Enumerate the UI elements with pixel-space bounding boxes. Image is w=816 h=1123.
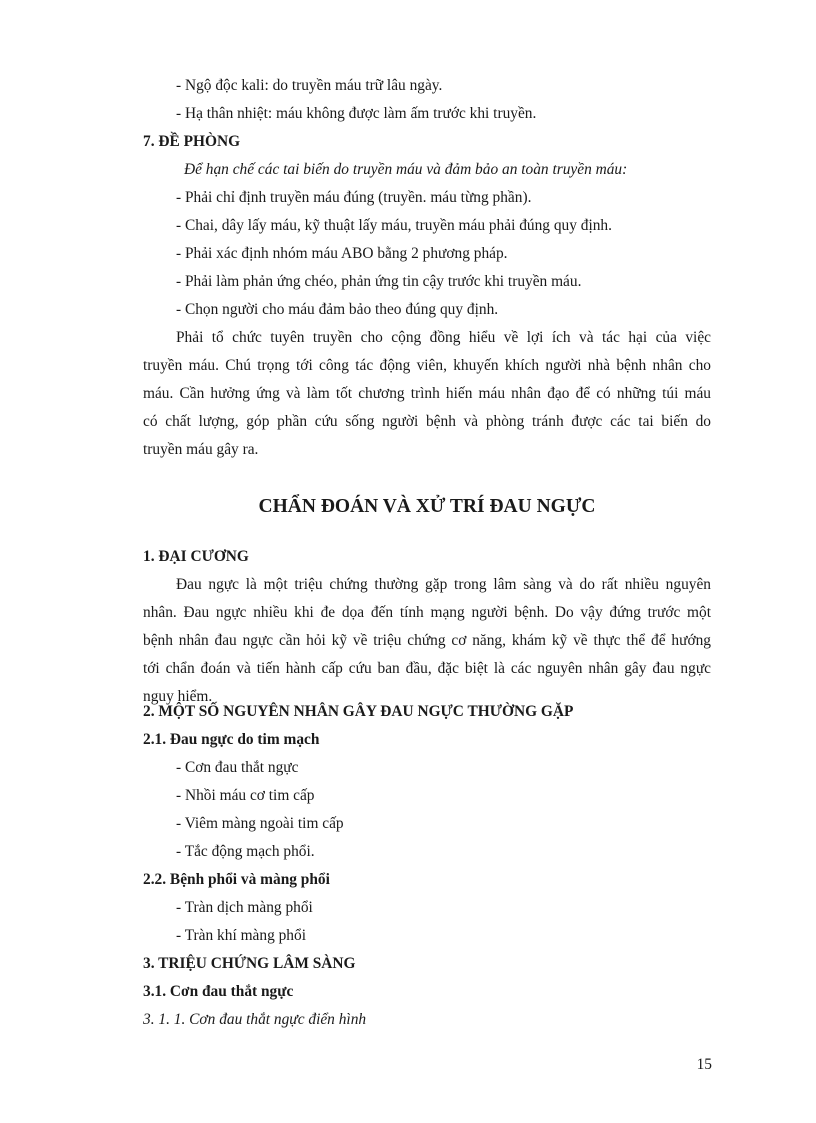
paragraph-line: có chất lượng, góp phần cứu sống người bệnh và phòng tránh được các tai biến do <box>143 413 711 430</box>
paragraph-line: nhân. Đau ngực nhiều khi đe dọa đến tính mạng người bệnh. Do vậy đứng trước một <box>143 604 711 621</box>
list-item: - Cơn đau thắt ngực <box>176 759 299 776</box>
page-number: 15 <box>696 1056 712 1073</box>
paragraph-line: truyền máu. Chú trọng tới công tác động viên, khuyến khích người nhà bệnh nhân cho <box>143 357 711 374</box>
section-heading: 2. MỘT SỐ NGUYÊN NHÂN GÂY ĐAU NGỰC THƯỜNG GẶP <box>143 703 574 720</box>
text-line: - Ngộ độc kali: do truyền máu trữ lâu ngày. <box>176 77 443 94</box>
paragraph-line: truyền máu gây ra. <box>143 441 259 458</box>
subsection-heading: 2.2. Bệnh phổi và màng phổi <box>143 871 330 888</box>
chapter-title: CHẨN ĐOÁN VÀ XỬ TRÍ ĐAU NGỰC <box>258 496 596 517</box>
paragraph-line: máu. Cần hưởng ứng và làm tốt chương trình hiến máu nhân đạo để có những túi máu <box>143 385 711 402</box>
paragraph-line: nguy hiểm. <box>143 688 213 705</box>
list-item: - Viêm màng ngoài tim cấp <box>176 815 344 832</box>
section-heading: 7. ĐỀ PHÒNG <box>143 133 241 150</box>
section-intro: Để hạn chế các tai biến do truyền máu và đảm bảo an toàn truyền máu: <box>184 161 628 178</box>
list-item: - Phải chỉ định truyền máu đúng (truyền. máu từng phần). <box>176 189 532 206</box>
list-item: - Tràn khí màng phổi <box>176 927 306 944</box>
list-item: - Tràn dịch màng phổi <box>176 899 313 916</box>
list-item: - Tắc động mạch phổi. <box>176 843 315 860</box>
paragraph-line: bệnh nhân đau ngực cần hỏi kỹ về triệu chứng cơ năng, khám kỹ về thực thể để hướng <box>143 632 711 649</box>
list-item: - Phải làm phản ứng chéo, phản ứng tin cậy trước khi truyền máu. <box>176 273 582 290</box>
subsubsection-heading: 3. 1. 1. Cơn đau thắt ngực điển hình <box>143 1011 367 1028</box>
subsection-heading: 3.1. Cơn đau thắt ngực <box>143 983 294 1000</box>
text-line: - Hạ thân nhiệt: máu không được làm ấm trước khi truyền. <box>176 105 537 122</box>
list-item: - Phải xác định nhóm máu ABO bằng 2 phương pháp. <box>176 245 508 262</box>
paragraph-line: Phải tổ chức tuyên truyền cho cộng đồng hiểu về lợi ích và tác hại của việc <box>176 329 711 346</box>
list-item: - Nhồi máu cơ tim cấp <box>176 787 315 804</box>
list-item: - Chai, dây lấy máu, kỹ thuật lấy máu, truyền máu phải đúng quy định. <box>176 217 612 234</box>
section-heading: 1. ĐẠI CƯƠNG <box>143 548 249 565</box>
section-heading: 3. TRIỆU CHỨNG LÂM SÀNG <box>143 955 356 972</box>
list-item: - Chọn người cho máu đảm bảo theo đúng quy định. <box>176 301 499 318</box>
paragraph-line: Đau ngực là một triệu chứng thường gặp trong lâm sàng và do rất nhiều nguyên <box>176 576 711 593</box>
paragraph-line: tới chẩn đoán và tiến hành cấp cứu ban đầu, đặc biệt là các nguyên nhân gây đau ngực <box>143 660 711 677</box>
subsection-heading: 2.1. Đau ngực do tim mạch <box>143 731 320 748</box>
